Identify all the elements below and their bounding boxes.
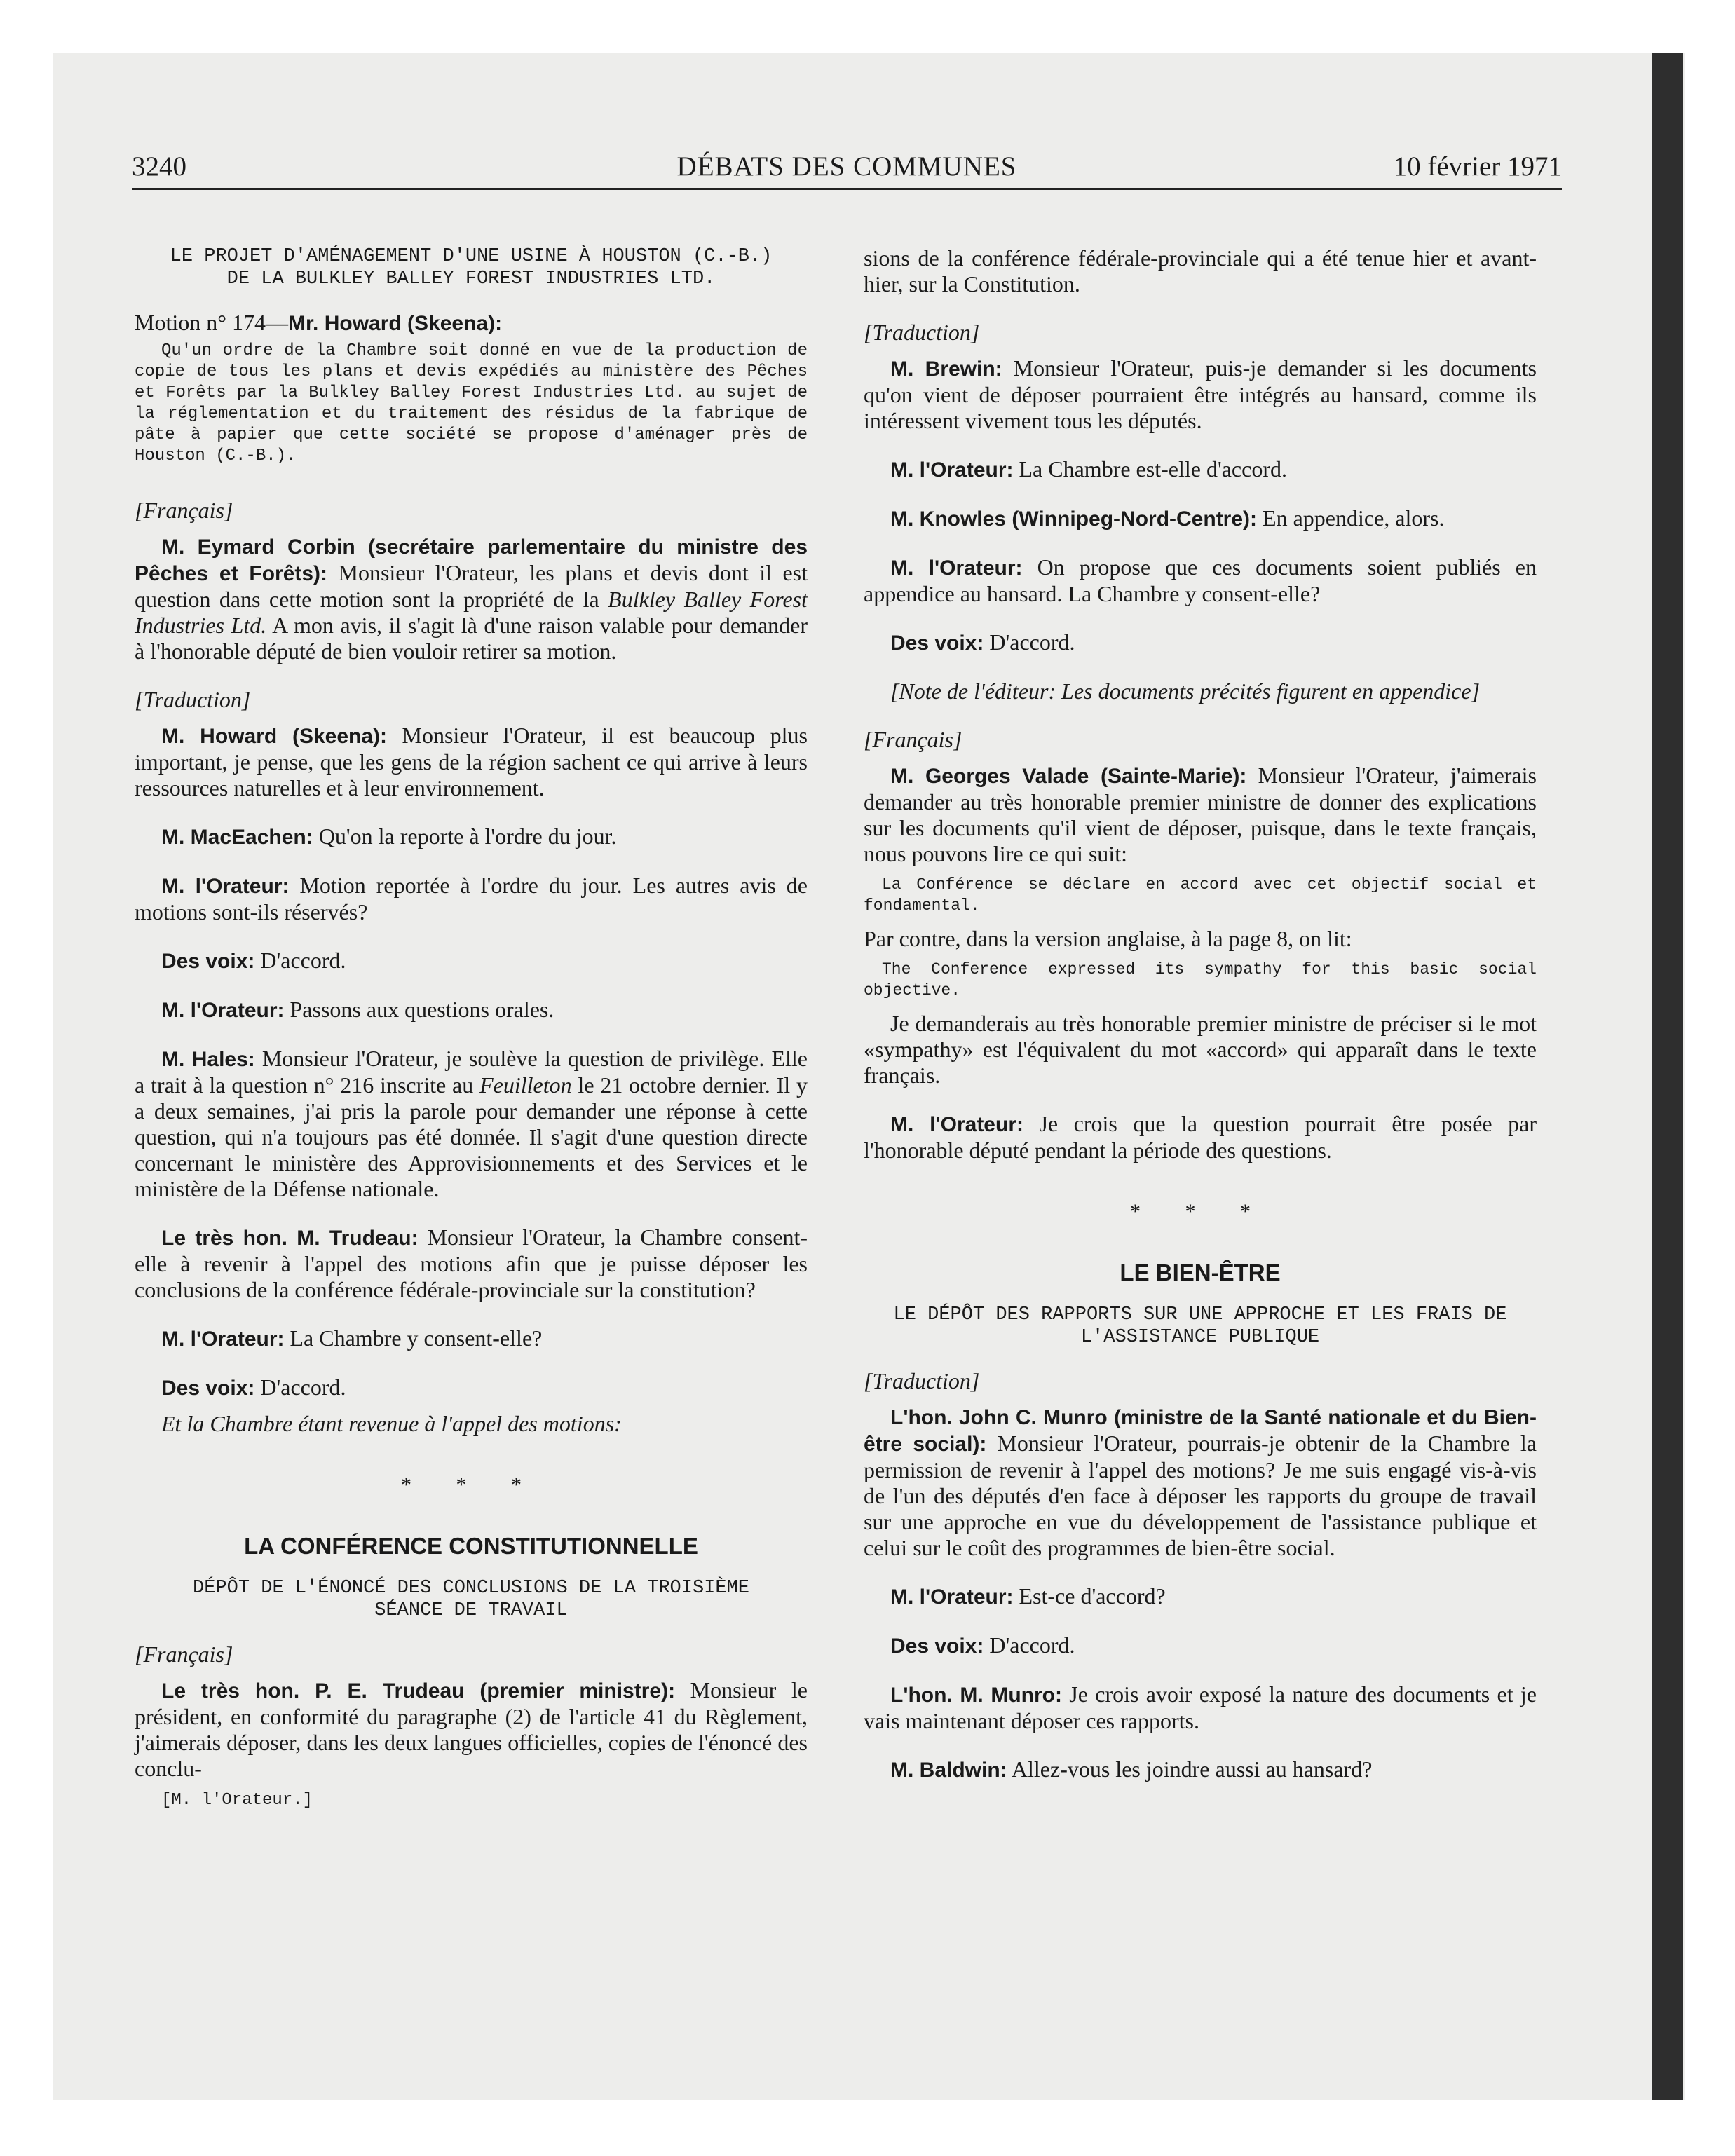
speech: Est-ce d'accord? (1013, 1583, 1166, 1609)
speaker: M. l'Orateur: (890, 458, 1014, 482)
speech: Je crois avoir exposé la nature des documents et je vais maintenant déposer ces rapports. (864, 1681, 1537, 1733)
speech: Passons aux questions orales. (284, 997, 554, 1022)
quote-english: The Conference expressed its sympathy for this basic social objective. (864, 960, 1537, 999)
speech: Monsieur l'Orateur, la Chambre consent-elle à revenir à l'appel des motions afin que je puisse déposer les conclusions de la conférence fédérale-provinciale sur la constitution? (135, 1224, 808, 1302)
speech: A mon avis, il s'agit là d'une raison valable pour demander à l'honorable député de bien vouloir retirer sa motion. (135, 613, 808, 664)
page-title: DÉBATS DES COMMUNES (676, 151, 1017, 182)
speaker: M. Eymard Corbin (secrétaire parlementaire du ministre des Pêches et Forêts): (135, 535, 808, 585)
paragraph: Par contre, dans la version anglaise, à la page 8, on lit: (864, 926, 1352, 951)
speaker: M. Howard (Skeena): (161, 725, 388, 748)
section-separator: * * * (401, 1473, 541, 1496)
page-number: 3240 (132, 151, 186, 182)
speech-italic: Feuilleton (479, 1072, 572, 1098)
section-caption: LE DÉPÔT DES RAPPORTS SUR UNE APPROCHE ET LES FRAIS DE L'ASSISTANCE PUBLIQUE (893, 1304, 1507, 1348)
speech: D'accord. (984, 1632, 1075, 1658)
speech: D'accord. (984, 629, 1075, 655)
speaker: L'hon. M. Munro: (890, 1684, 1062, 1707)
left-column (135, 245, 808, 1836)
motion-speaker: Mr. Howard (Skeena): (288, 312, 503, 335)
speech: Motion reportée à l'ordre du jour. Les autres avis de motions sont-ils réservés? (135, 873, 808, 925)
section-separator: * * * (1130, 1200, 1270, 1223)
speaker: M. Brewin: (890, 357, 1002, 381)
speaker: Le très hon. M. Trudeau: (161, 1227, 419, 1250)
speech: D'accord. (254, 948, 346, 973)
paragraph (864, 355, 1537, 434)
speech: D'accord. (254, 1374, 346, 1400)
speaker: M. l'Orateur: (161, 875, 290, 898)
speech: Allez-vous les joindre aussi au hansard? (1007, 1756, 1373, 1782)
speaker: Le très hon. P. E. Trudeau (premier ministre): (161, 1679, 676, 1703)
speech: Monsieur l'Orateur, je soulève la question de privilège. Elle a trait à la question n° 216 inscrite au (135, 1046, 808, 1098)
speech: Monsieur l'Orateur, il est beaucoup plus important, je pense, que les gens de la région sachent ce qui arrive à leurs ressources naturelles et à leur environnement. (135, 723, 808, 800)
speaker: Des voix: (890, 632, 984, 655)
paragraph (864, 1632, 1537, 1659)
speech: La Chambre y consent-elle? (284, 1325, 543, 1351)
page-date: 10 février 1971 (1393, 151, 1562, 182)
paragraph (864, 456, 1537, 483)
right-column (864, 245, 1537, 1806)
speaker: M. l'Orateur: (161, 999, 285, 1022)
paragraph (864, 1681, 1537, 1734)
speaker: Des voix: (161, 950, 255, 973)
speech: Qu'on la reporte à l'ordre du jour. (313, 824, 617, 849)
speech: La Chambre est-elle d'accord. (1013, 456, 1287, 482)
paragraph (135, 997, 808, 1023)
quote-french: La Conférence se déclare en accord avec cet objectif social et fondamental. (864, 875, 1537, 915)
language-label: [Traduction] (864, 1368, 980, 1393)
paragraph (135, 1046, 808, 1202)
speech-italic: Bulkley Balley Forest Industries Ltd. (135, 587, 808, 638)
speaker: Des voix: (161, 1377, 255, 1400)
paragraph (135, 824, 808, 850)
paragraph (864, 505, 1537, 532)
page-header (132, 149, 1562, 190)
language-label: [Français] (864, 727, 962, 752)
speaker: M. Georges Valade (Sainte-Marie): (890, 765, 1247, 788)
speech: le 21 octobre dernier. Il y a deux semaines, j'ai pris la parole pour demander une réponse à cette question, qui n'a toujours pas été donnée. Il s'agit d'une question directe concernant le ministère des Approvisionnements et des Services et le ministère de la Défense nationale. (135, 1072, 808, 1201)
paragraph (135, 1374, 808, 1401)
motion-heading (135, 310, 808, 336)
speaker: M. Knowles (Winnipeg-Nord-Centre): (890, 507, 1258, 531)
paragraph (135, 533, 808, 664)
speech: Monsieur l'Orateur, j'aimerais demander au très honorable premier ministre de donner des explications sur les documents qu'il vient de déposer, puisque, dans le texte français, nous pouvons lire ce qui suit: (864, 763, 1537, 866)
paragraph: Je demanderais au très honorable premier ministre de préciser si le mot «sympathy» est l'équivalent du mot «accord» qui apparaît dans le texte français. (864, 1011, 1537, 1088)
motion-label: Motion n° 174— (135, 310, 289, 335)
caption-houston: LE PROJET D'AMÉNAGEMENT D'UNE USINE À HOUSTON (C.-B.) DE LA BULKLEY BALLEY FOREST INDUSTRIES LTD. (170, 246, 773, 289)
paragraph (864, 1583, 1537, 1610)
speech: En appendice, alors. (1257, 505, 1445, 531)
paragraph (864, 1404, 1537, 1561)
speech: Je crois que la question pourrait être posée par l'honorable député pendant la période des questions. (864, 1111, 1537, 1163)
section-heading: LE BIEN-ÊTRE (1120, 1260, 1281, 1285)
section-caption: DÉPÔT DE L'ÉNONCÉ DES CONCLUSIONS DE LA TROISIÈME SÉANCE DE TRAVAIL (193, 1578, 749, 1621)
speaker-footnote: [M. l'Orateur.] (161, 1791, 313, 1810)
speech: Monsieur l'Orateur, puis-je demander si les documents qu'on vient de déposer pourraient être intégrés au hansard, comme ils intéressent vivement tous les députés. (864, 355, 1537, 433)
speech: Monsieur le président, en conformité du paragraphe (2) de l'article 41 du Règlement, j'aimerais déposer, dans les deux langues officielles, copies de l'énoncé des conclu- (135, 1677, 808, 1781)
motion-text: Qu'un ordre de la Chambre soit donné en vue de la production de copie de tous les plans et devis expédiés au ministère des Pêches et Forêts par la Bulkley Balley Forest Industries Ltd. au sujet de la réglementation et du traitement des résidus de la fabrique de pâte à papier que cette société se propose d'aménager près de Houston (C.-B.). (135, 341, 808, 465)
scan-edge-bar (1652, 53, 1683, 2100)
paragraph (135, 723, 808, 801)
speaker: M. l'Orateur: (890, 557, 1023, 580)
paragraph (864, 554, 1537, 607)
stage-direction: Et la Chambre étant revenue à l'appel des motions: (161, 1411, 622, 1436)
speaker: M. Baldwin: (890, 1759, 1007, 1782)
language-label: [Français] (135, 498, 233, 523)
speaker: M. l'Orateur: (890, 1113, 1023, 1136)
speaker: M. Hales: (161, 1048, 255, 1071)
paragraph (864, 629, 1537, 656)
paragraph (864, 1111, 1537, 1164)
speaker: Des voix: (890, 1635, 984, 1658)
speaker: M. l'Orateur: (890, 1585, 1014, 1609)
paragraph: sions de la conférence fédérale-provinciale qui a été tenue hier et avant-hier, sur la Constitution. (864, 245, 1537, 296)
speaker: M. l'Orateur: (161, 1328, 285, 1351)
paragraph (135, 948, 808, 974)
speaker: M. MacEachen: (161, 826, 313, 849)
paragraph (864, 1756, 1537, 1783)
paragraph (135, 1677, 808, 1782)
paragraph (864, 763, 1537, 867)
speech: Monsieur l'Orateur, les plans et devis dont il est question dans cette motion sont la propriété de la (135, 560, 808, 612)
speaker: L'hon. John C. Munro (ministre de la Santé nationale et du Bien-être social): (864, 1406, 1537, 1456)
paragraph (135, 873, 808, 925)
section-heading: LA CONFÉRENCE CONSTITUTIONNELLE (244, 1533, 698, 1559)
language-label: [Français] (135, 1642, 233, 1667)
paragraph (135, 1325, 808, 1352)
paragraph (135, 1224, 808, 1303)
language-label: [Traduction] (864, 320, 980, 345)
speech: Monsieur l'Orateur, pourrais-je obtenir de la Chambre la permission de revenir à l'appel des motions? Je me suis engagé vis-à-vis de l'un des députés d'en face à déposer les rapports du groupe de travail sur une approche en vue du développement de l'assistance publique et celui sur le coût des programmes de bien-être social. (864, 1431, 1537, 1560)
editor-note: [Note de l'éditeur: Les documents précités figurent en appendice] (890, 678, 1481, 704)
language-label: [Traduction] (135, 687, 251, 712)
speech: On propose que ces documents soient publiés en appendice au hansard. La Chambre y consent-elle? (864, 554, 1537, 606)
